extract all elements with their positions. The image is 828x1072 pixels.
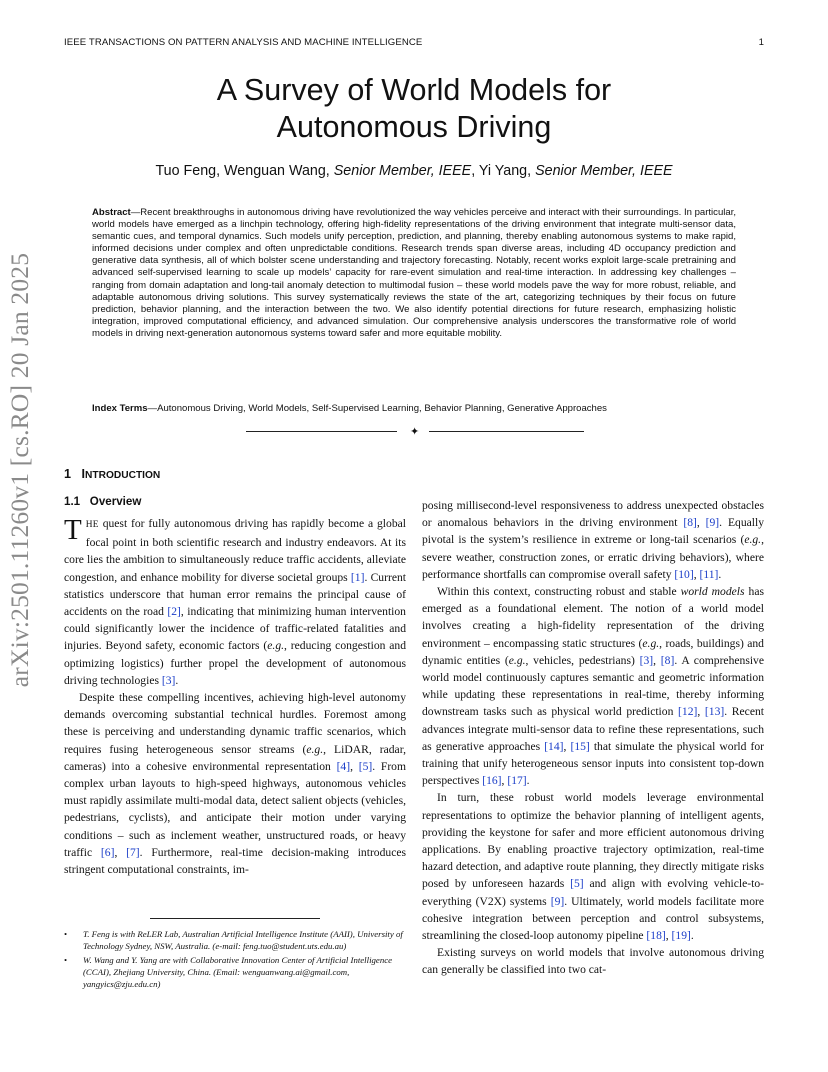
text-run: ,: [350, 759, 359, 773]
index-terms: [92, 403, 736, 415]
footnote-item: [64, 955, 406, 990]
citation-link[interactable]: [1]: [350, 570, 365, 584]
footnotes: [64, 929, 406, 994]
citation-link[interactable]: [6]: [100, 845, 115, 859]
author-2: , Yi Yang,: [471, 163, 536, 179]
text-run: ,: [114, 845, 127, 859]
citation-link[interactable]: [3]: [161, 673, 176, 687]
citation-link[interactable]: [16]: [482, 774, 502, 788]
paragraph: [422, 497, 764, 583]
title-line-2: Autonomous Driving: [276, 110, 552, 144]
text-run: ,: [501, 774, 508, 788]
footnote-rule: [150, 918, 320, 919]
citation-link[interactable]: [5]: [570, 877, 584, 891]
left-column: [64, 515, 406, 878]
section-title-rest: NTRODUCTION: [85, 470, 161, 481]
citation-link[interactable]: [17]: [507, 774, 527, 788]
text-run: .: [718, 567, 722, 581]
running-header: IEEE TRANSACTIONS ON PATTERN ANALYSIS AND MACHINE INTELLIGENCE: [64, 37, 423, 48]
text-run: has emerged as a foundational element. The notion of a world model involves creating a high-fidelity representation of the driving environment – encompassing static structures (: [422, 585, 764, 650]
text-run: ,: [563, 739, 571, 753]
section-heading: [64, 467, 160, 481]
citation-link[interactable]: [11]: [699, 567, 719, 581]
text-run: that simulate the physical world for training that unify heterogeneous sensor inputs into consistent top-down perspectives: [422, 739, 765, 788]
text-run: e.g.: [642, 636, 660, 650]
paper-title: [0, 72, 828, 146]
text-run: e.g.: [267, 639, 285, 653]
text-run: e.g.: [508, 653, 526, 667]
section-number: 1: [64, 467, 72, 481]
citation-link[interactable]: [13]: [704, 705, 725, 719]
text-run: e.g.: [744, 533, 762, 547]
paragraph: [64, 689, 406, 878]
text-run: ,: [697, 705, 705, 719]
citation-link[interactable]: [18]: [646, 929, 666, 943]
text-run: ,: [653, 653, 661, 667]
text-run: and align with evolving vehicle-to-everything (V2X) systems: [422, 877, 764, 908]
author-1: Tuo Feng, Wenguan Wang,: [155, 163, 334, 179]
text-run: In turn, these robust world models leverage environmental representations to optimize the behavior planning of intelligent agents, providing the keystone for safer and more efficient autonomous driving applications. By enabling proactive trajectory optimization, real-time hazard detection, and adaptive route planning, they directly mitigate risks posed by unforeseen hazards: [422, 791, 764, 891]
abstract-text: —Recent breakthroughs in autonomous driving have revolutionized the way vehicles perceive and interact with their surroundings. In particular, world models have emerged as a linchpin technology, offering high-fidelity representations of the driving environment that integrate multi-sensor data, semantic cues, and temporal dynamics. Such models unify perception, prediction, and planning, thereby enabling autonomous systems to make rapid, informed decisions under complex and often unpredictable conditions. Research trends span diverse areas, including 4D occupancy prediction and generative data synthesis, all of which bolster scene understanding and trajectory forecasting. Notably, recent works exploit large-scale pretraining and advanced self-supervised learning to scale up models’ capacity for rare-event simulation and real-time interaction. In addressing key challenges – ranging from domain adaptation and long-tail anomaly detection to multimodal fusion – these world models pave the way for more robust, reliable, and adaptable autonomous driving solutions. This survey systematically reviews the state of the art, categorizing techniques by their focus on future prediction, behavior planning, and the interaction between the two. We also identify potential directions for future research, emphasizing holistic integration, improved computational efficiency, and advanced simulation. Our comprehensive analysis underscores the transformative role of world models in driving next-generation autonomous systems toward safer and more equitable mobility.: [92, 207, 736, 339]
arxiv-identifier: arXiv:2501.11260v1 [cs.RO] 20 Jan 2025: [5, 252, 35, 688]
section-divider: [246, 424, 584, 438]
citation-link[interactable]: [2]: [167, 605, 181, 619]
bullet-icon: •: [64, 955, 68, 966]
citation-link[interactable]: [14]: [544, 739, 564, 753]
text-run: . Recent advances integrate multi-sensor data to refine these representations, such as generative approaches: [422, 705, 764, 753]
footnote-text: W. Wang and Y. Yang are with Collaborative Innovation Center of Artificial Intelligence (CCAI), Zhejiang University, China. (Email: wenguanwang.ai@gmail.com, yangyics@zju.edu.cn): [83, 955, 393, 989]
text-run: posing millisecond-level responsiveness to address unexpected obstacles or anomalous behaviors in the driving environment: [422, 499, 764, 530]
small-caps: HE: [85, 520, 99, 530]
text-run: . A comprehensive world model continuously captures semantic and geometric information while updating these representations in real-time, thereby informing downstream tasks such as physical world prediction: [422, 653, 764, 719]
text-run: , LiDAR, radar, cameras) into a cohesive environmental representation: [64, 742, 406, 773]
text-run: .: [175, 673, 179, 687]
text-run: quest for fully autonomous driving has rapidly become a global focal point in both scientific research and industry endeavors. At its core lies the ambition to simultaneously reduce traffic accidents, alleviate congestion, and enhance mobility for diverse societal groups: [64, 517, 406, 584]
text-run: Within this context, constructing robust and stable: [437, 585, 681, 599]
text-run: ,: [696, 516, 706, 530]
subsection-number: 1.1: [64, 495, 81, 508]
drop-cap: T: [64, 514, 82, 546]
text-run: world models: [680, 585, 745, 599]
text-run: . Furthermore, real-time decision-making introduces stringent computational constraints, im-: [64, 845, 407, 877]
paragraph: [422, 583, 764, 789]
citation-link[interactable]: [9]: [705, 516, 720, 530]
text-run: e.g.: [306, 742, 324, 756]
right-column: [422, 497, 764, 979]
text-run: .: [526, 774, 530, 788]
text-run: . Current statistics underscore that human error remains the principal cause of accidents on the road: [64, 570, 406, 619]
text-run: ,: [693, 567, 700, 581]
citation-link[interactable]: [12]: [678, 705, 698, 719]
text-run: . Ultimately, world models facilitate more cohesive integration between perception and control subsystems, streamlining the closed-loop autonomy pipeline: [422, 894, 764, 943]
citation-link[interactable]: [9]: [550, 894, 565, 908]
text-run: .: [690, 929, 694, 943]
citation-link[interactable]: [7]: [126, 845, 140, 859]
citation-link[interactable]: [8]: [683, 516, 697, 530]
citation-link[interactable]: [5]: [358, 759, 373, 773]
text-run: . Equally pivotal is the system’s resilience in extreme or long-tail scenarios (: [422, 516, 765, 547]
text-run: , reducing congestion and optimizing logistics) further propel the development of autonomous driving technologies: [64, 639, 407, 687]
footnote-item: [64, 929, 406, 952]
text-run: , indicating that minimizing human intervention could significantly lower the incidence of traffic-related fatalities and injuries. Beyond safety, economic factors (: [64, 605, 406, 653]
abstract-label: Abstract: [92, 207, 131, 218]
author-list: [0, 163, 828, 179]
text-run: . From complex urban layouts to high-speed highways, autonomous vehicles must rapidly assimilate multi-modal data, detect salient objects (vehicles, pedestrians, cyclists), and anticipate their motion under varying conditions – such as inclement weather, unstructured roads, or heavy traffic: [64, 759, 406, 859]
text-run: , vehicles, pedestrians): [525, 653, 640, 667]
arxiv-stamp: [2, 252, 38, 688]
paragraph: [422, 789, 764, 944]
divider-line-left: [246, 431, 397, 432]
paragraph: [64, 515, 406, 689]
citation-link[interactable]: [8]: [660, 653, 675, 667]
text-run: , roads, buildings) and dynamic entities (: [422, 636, 764, 667]
text-run: Despite these compelling incentives, achieving high-level autonomy demands overcoming substantial technical hurdles. Foremost among these is perceiving and understanding dynamic traffic scenarios, which requires fusing heterogeneous sensor streams (: [64, 691, 406, 756]
author-2-role: Senior Member, IEEE: [535, 163, 673, 179]
title-line-1: A Survey of World Models for: [216, 73, 612, 107]
bullet-icon: •: [64, 929, 68, 939]
citation-link[interactable]: [10]: [674, 567, 694, 581]
citation-link[interactable]: [15]: [570, 739, 590, 753]
author-1-role: Senior Member, IEEE: [333, 163, 472, 179]
page-number: 1: [758, 37, 764, 48]
text-run: , severe weather, construction zones, or erratic driving behaviors), where performance shortfalls can compromise overall safety: [422, 533, 764, 581]
text-run: ,: [665, 929, 672, 943]
abstract: [92, 207, 736, 340]
index-terms-text: —Autonomous Driving, World Models, Self-Supervised Learning, Behavior Planning, Generative Approaches: [147, 403, 607, 414]
subsection-heading: [64, 495, 141, 508]
divider-line-right: [429, 431, 584, 432]
divider-ornament-icon: ✦: [410, 426, 420, 438]
subsection-title: Overview: [89, 495, 142, 508]
paragraph: Existing surveys on world models that involve autonomous driving can generally be classified into two cat-: [422, 946, 764, 977]
citation-link[interactable]: [4]: [336, 759, 351, 773]
section-title-initial: I: [81, 467, 86, 481]
citation-link[interactable]: [3]: [639, 653, 654, 667]
index-terms-label: Index Terms: [92, 403, 148, 414]
citation-link[interactable]: [19]: [671, 929, 691, 943]
footnote-text: T. Feng is with ReLER Lab, Australian Artificial Intelligence Institute (AAII), University of Technology Sydney, NSW, Australia. (e-mail: feng.tuo@student.uts.edu.au): [83, 929, 403, 951]
